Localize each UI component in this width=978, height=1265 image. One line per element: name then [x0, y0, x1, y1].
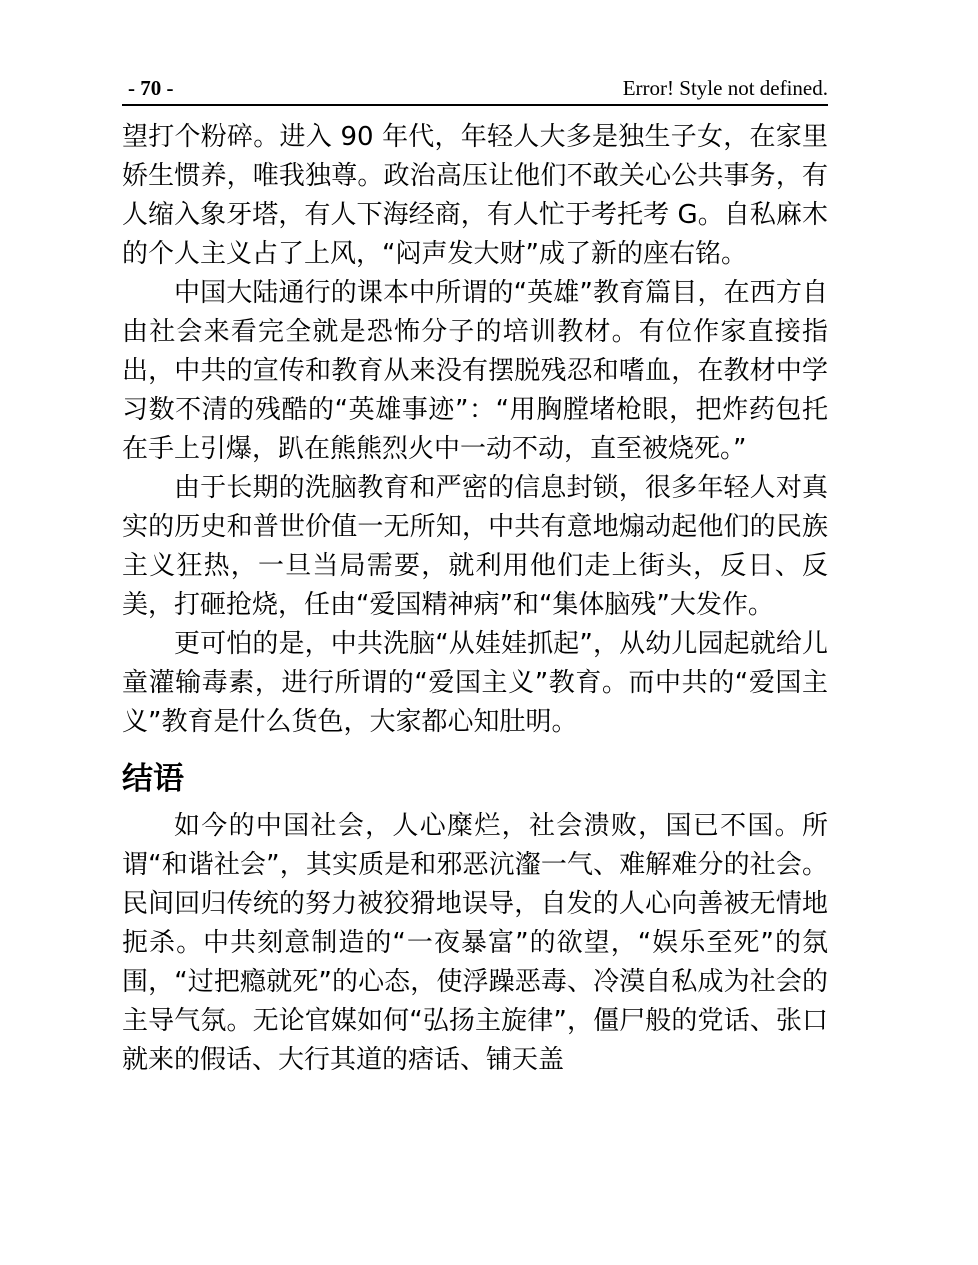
page-number: - 70 -	[128, 76, 174, 100]
section-heading: 结语	[122, 761, 184, 797]
paragraph-continued: 望打个粉碎。进入 90 年代，年轻人大多是独生子女，在家里娇生惯养，唯我独尊。政治高压让他们不敢关心公共事务，有人缩入象牙塔，有人下海经商，有人忙于考托考 G。自私麻木的个人主义占了上风，“闷声发大财”成了新的座右铭。	[122, 122, 828, 269]
paragraph-conclusion: 如今的中国社会，人心糜烂，社会溃败，国已不国。所谓“和谐社会”，其实质是和邪恶沆瀣一气、难解难分的社会。民间回归传统的努力被狡猾地误导，自发的人心向善被无情地扼杀。中共刻意制造的“一夜暴富”的欲望，“娱乐至死”的氛围，“过把瘾就死”的心态，使浮躁恶毒、冷漠自私成为社会的主导气氛。无论官媒如何“弘扬主旋律”，僵尸般的党话、张口就来的假话、大行其道的痞话、铺天盖	[122, 811, 828, 1075]
running-title: Error! Style not defined.	[622, 76, 828, 100]
page-header	[122, 72, 828, 106]
paragraph-nationalism: 由于长期的洗脑教育和严密的信息封锁，很多年轻人对真实的历史和普世价值一无所知，中共有意地煽动起他们的民族主义狂热，一旦当局需要，就利用他们走上街头，反日、反美，打砸抢烧，任由“爱国精神病”和“集体脑残”大发作。	[122, 473, 828, 620]
body-text	[122, 118, 828, 1080]
paragraph-hero-education: 中国大陆通行的课本中所谓的“英雄”教育篇目，在西方自由社会来看完全就是恐怖分子的培训教材。有位作家直接指出，中共的宣传和教育从来没有摆脱残忍和嗜血，在教材中学习数不清的残酷的“英雄事迹”：“用胸膛堵枪眼，把炸药包托在手上引爆，趴在熊熊烈火中一动不动，直至被烧死。”	[122, 278, 828, 464]
paragraph-child-indoctrination: 更可怕的是，中共洗脑“从娃娃抓起”，从幼儿园起就给儿童灌输毒素，进行所谓的“爱国主义”教育。而中共的“爱国主义”教育是什么货色，大家都心知肚明。	[122, 629, 828, 737]
